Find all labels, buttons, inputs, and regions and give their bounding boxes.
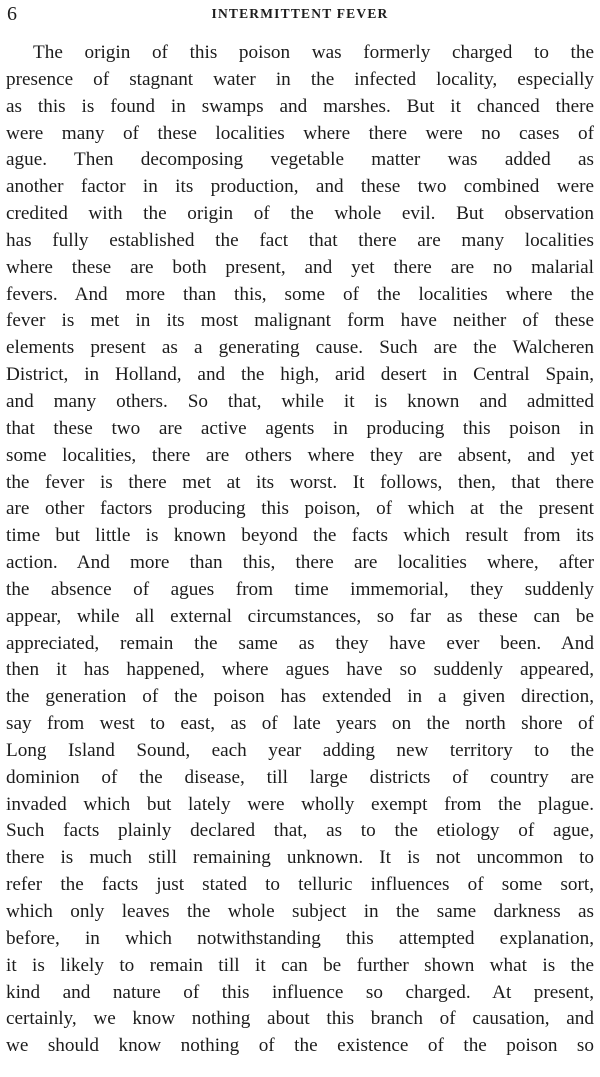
text-line: and many others. So that, while it is known and admitted: [6, 390, 594, 412]
text-line: time but little is known beyond the facts which result from its: [6, 525, 594, 547]
text-line: say from west to east, as of late years on the north shore of: [6, 713, 594, 735]
text-line: where these are both present, and yet there are no malarial: [6, 256, 594, 278]
text-line: The origin of this poison was formerly charged to the: [33, 42, 594, 63]
text-line: are other factors producing this poison, of which at the present: [6, 498, 594, 520]
text-line: action. And more than this, there are localities where, after: [6, 552, 594, 574]
text-line: credited with the origin of the whole evil. But observation: [6, 203, 594, 225]
body-paragraph: [6, 40, 594, 1060]
text-line: Such facts plainly declared that, as to the etiology of ague,: [6, 820, 594, 842]
text-line: before, in which notwithstanding this attempted explanation,: [6, 927, 594, 949]
text-line: Long Island Sound, each year adding new territory to the: [6, 739, 594, 761]
text-line: appear, while all external circumstances, so far as these can be: [6, 605, 594, 627]
text-line: another factor in its production, and these two combined were: [6, 176, 594, 198]
text-line: which only leaves the whole subject in the same darkness as: [6, 901, 594, 922]
text-line: presence of stagnant water in the infected locality, especially: [6, 68, 594, 90]
text-line: the absence of agues from time immemorial, they suddenly: [6, 578, 594, 600]
text-line: elements present as a generating cause. Such are the Walcheren: [6, 337, 594, 359]
text-line: there is much still remaining unknown. It is not uncommon to: [6, 847, 594, 869]
text-line: dominion of the disease, till large districts of country are: [6, 766, 594, 788]
text-line: it is likely to remain till it can be further shown what is the: [6, 954, 594, 976]
text-line: that these two are active agents in producing this poison in: [6, 417, 594, 439]
text-line: District, in Holland, and the high, arid desert in Central Spain,: [6, 364, 594, 386]
text-line: fever is met in its most malignant form have neither of these: [6, 310, 594, 332]
text-line: has fully established the fact that there are many localities: [6, 229, 594, 251]
page-number: 6: [7, 3, 17, 25]
text-line: as this is found in swamps and marshes. But it chanced there: [6, 95, 594, 117]
text-line: certainly, we know nothing about this branch of causation, and: [6, 1008, 594, 1030]
text-line: fevers. And more than this, some of the localities where the: [6, 283, 594, 305]
text-line: we should know nothing of the existence of the poison so: [6, 1035, 594, 1057]
text-line: ague. Then decomposing vegetable matter was added as: [6, 149, 594, 171]
text-line: some localities, there are others where they are absent, and yet: [6, 444, 594, 466]
text-line: appreciated, remain the same as they have ever been. And: [6, 632, 594, 654]
running-head: INTERMITTENT FEVER: [211, 6, 389, 21]
page-header: [7, 2, 593, 28]
text-line: then it has happened, where agues have so suddenly appeared,: [6, 659, 594, 681]
text-line: invaded which but lately were wholly exempt from the plague.: [6, 793, 594, 815]
text-line: the generation of the poison has extended in a given direction,: [6, 686, 594, 708]
text-line: the fever is there met at its worst. It follows, then, that there: [6, 471, 594, 493]
text-line: were many of these localities where there were no cases of: [6, 122, 594, 144]
text-line: kind and nature of this influence so charged. At present,: [6, 981, 594, 1003]
text-line: refer the facts just stated to telluric influences of some sort,: [6, 874, 594, 896]
